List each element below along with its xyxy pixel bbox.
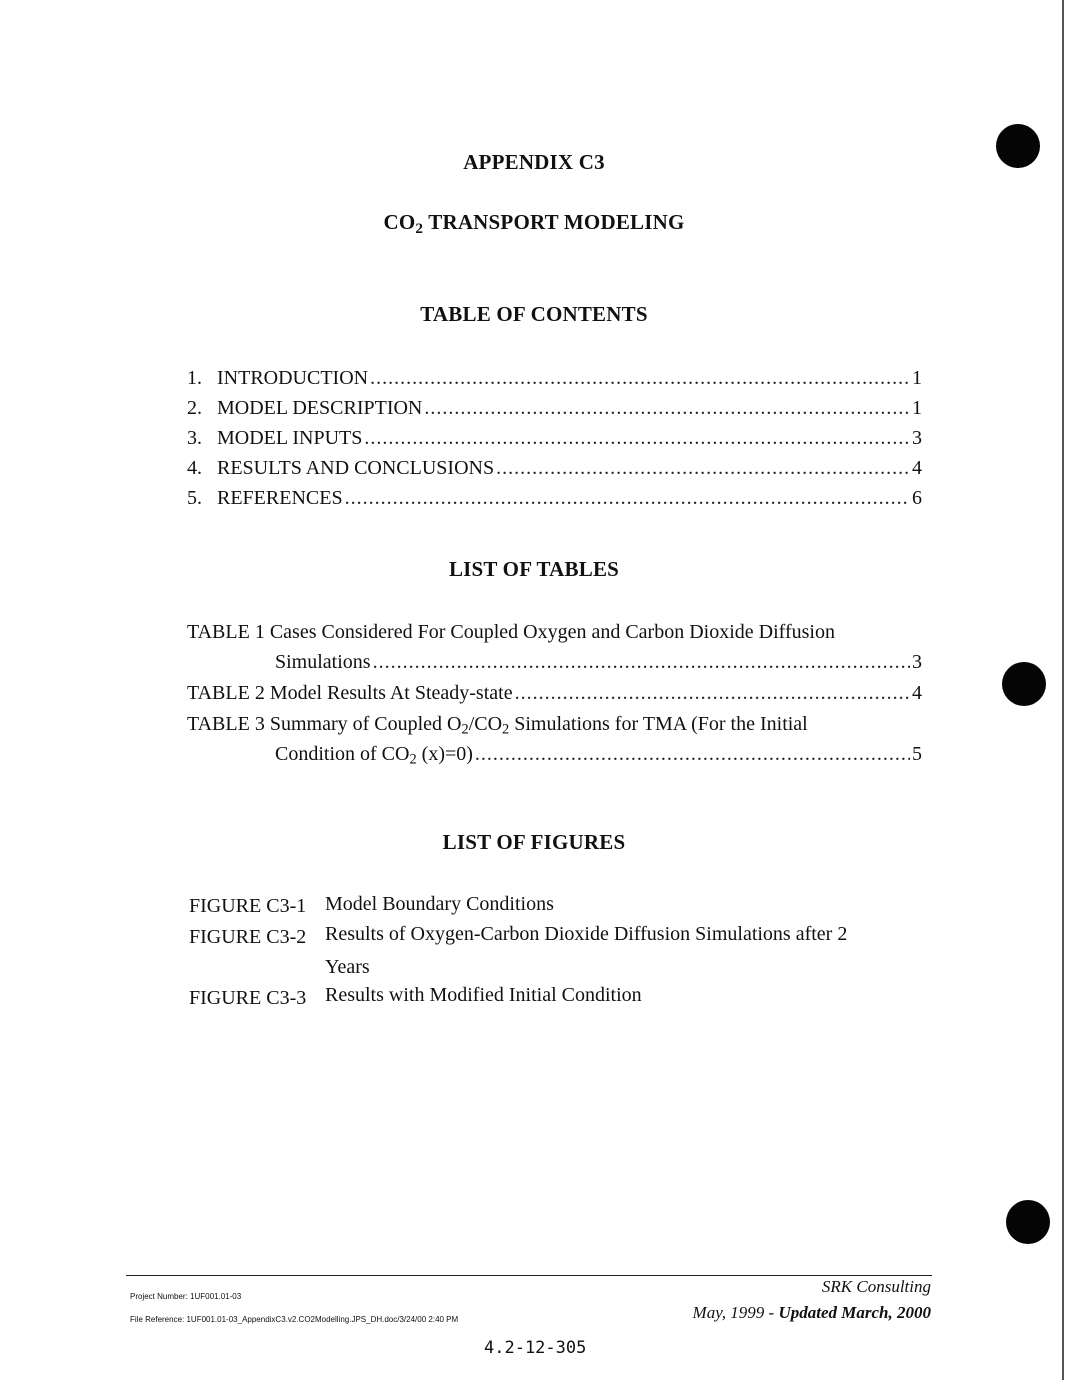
figure-2-title-continued[interactable]: Years [325, 956, 370, 978]
punch-hole-bottom [1006, 1200, 1050, 1244]
project-number: Project Number: 1UF001.01-03 [130, 1292, 242, 1301]
table-2-entry[interactable]: TABLE 2 Model Results At Steady-state ..... 4 [187, 681, 922, 705]
appendix-title: APPENDIX C3 [463, 150, 605, 174]
page-identifier: 4.2-12-305 [484, 1338, 587, 1358]
toc-item[interactable]: 2. MODEL DESCRIPTION ..... 1 [187, 396, 922, 420]
toc-item[interactable]: 5. REFERENCES ..... 6 [187, 486, 922, 510]
figure-2-title[interactable]: Results of Oxygen-Carbon Dioxide Diffusion Simulations after 2 [325, 923, 848, 945]
punch-hole-middle [1002, 662, 1046, 706]
figure-3-title[interactable]: Results with Modified Initial Condition [325, 984, 642, 1006]
table-1-entry[interactable]: TABLE 1 Cases Considered For Coupled Oxygen and Carbon Dioxide Diffusion [187, 621, 835, 643]
figure-1-id[interactable]: FIGURE C3-1 [189, 895, 307, 917]
footer-rule [126, 1275, 932, 1276]
figure-2-id[interactable]: FIGURE C3-2 [189, 926, 307, 948]
document-date: May, 1999 - Updated March, 2000 [692, 1303, 931, 1322]
figure-1-title[interactable]: Model Boundary Conditions [325, 893, 554, 915]
page-edge-line [1062, 0, 1064, 1380]
toc-heading: TABLE OF CONTENTS [420, 302, 648, 326]
figure-3-id[interactable]: FIGURE C3-3 [189, 987, 307, 1009]
figures-heading: LIST OF FIGURES [442, 830, 626, 854]
toc-item[interactable]: 4. RESULTS AND CONCLUSIONS ..... 4 [187, 456, 922, 480]
file-reference: File Reference: 1UF001.01-03_AppendixC3.v2.CO2Modelling.JPS_DH.doc/3/24/00 2:40 PM [130, 1315, 459, 1324]
toc-item[interactable]: 3. MODEL INPUTS ..... 3 [187, 426, 922, 450]
tables-heading: LIST OF TABLES [448, 557, 620, 581]
company-name: SRK Consulting [821, 1277, 931, 1296]
table-3-entry-continued[interactable]: Condition of $CO_2$ (x)=0) ..... 5 [275, 742, 922, 766]
table-1-entry-continued[interactable]: Simulations ..... 3 [275, 650, 922, 674]
document-title: $CO_2$ TRANSPORT MODELING [383, 210, 685, 237]
toc-list [187, 366, 922, 510]
toc-item[interactable]: 1. INTRODUCTION ..... 1 [187, 366, 922, 390]
table-3-entry[interactable]: TABLE 3 Summary of Coupled $O_2/CO_2$ Simulations for TMA (For the Initial [187, 713, 808, 738]
